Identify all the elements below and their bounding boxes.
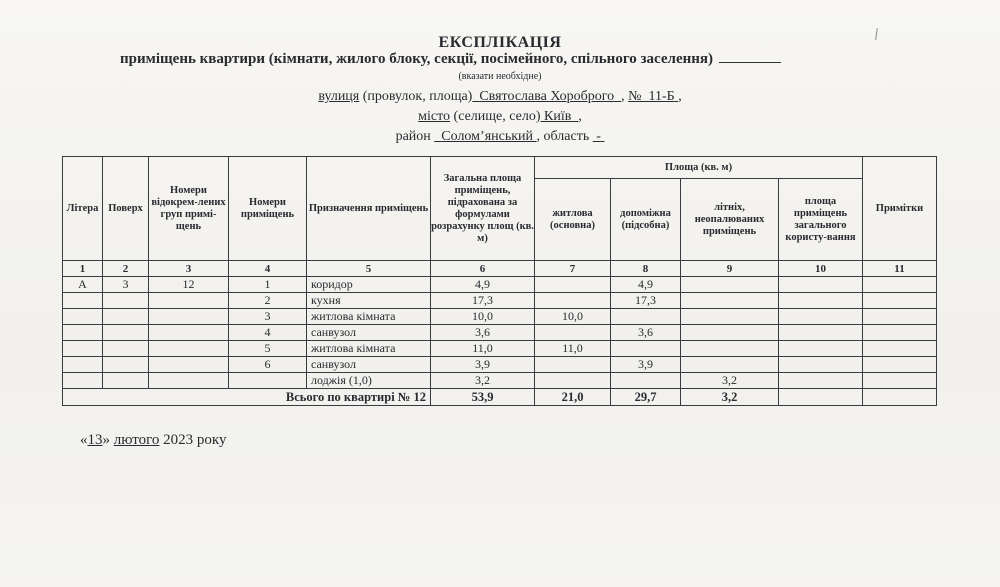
document-title: ЕКСПЛІКАЦІЯ bbox=[438, 34, 562, 51]
cell-common bbox=[779, 293, 863, 309]
cell-room: 2 bbox=[229, 293, 307, 309]
total-aux: 29,7 bbox=[611, 389, 681, 406]
cell-litera bbox=[63, 309, 103, 325]
cell-common bbox=[779, 277, 863, 293]
city-label: місто bbox=[418, 109, 451, 124]
column-number: 6 bbox=[431, 261, 535, 277]
cell-summer bbox=[681, 277, 779, 293]
header-rooms: Номери приміщень bbox=[229, 157, 307, 261]
date-year: 2023 року bbox=[159, 432, 227, 448]
cell-common bbox=[779, 357, 863, 373]
document-date bbox=[80, 432, 226, 449]
cell-floor: 3 bbox=[103, 277, 149, 293]
cell-group bbox=[149, 309, 229, 325]
cell-litera bbox=[63, 373, 103, 389]
cell-litera bbox=[63, 357, 103, 373]
cell-living bbox=[535, 293, 611, 309]
district-label: район bbox=[395, 129, 431, 144]
total-area: 53,9 bbox=[431, 389, 535, 406]
cell-floor bbox=[103, 357, 149, 373]
cell-floor bbox=[103, 341, 149, 357]
cell-total: 10,0 bbox=[431, 309, 535, 325]
table-row bbox=[63, 325, 937, 341]
cell-floor bbox=[103, 309, 149, 325]
cell-purpose: санвузол bbox=[307, 325, 431, 341]
street-note: (провулок, площа) bbox=[359, 89, 473, 104]
cell-living bbox=[535, 277, 611, 293]
table-row bbox=[63, 373, 937, 389]
cell-floor bbox=[103, 325, 149, 341]
cell-aux: 17,3 bbox=[611, 293, 681, 309]
header-auxiliary: допоміжна (підсобна) bbox=[611, 179, 681, 261]
total-living: 21,0 bbox=[535, 389, 611, 406]
column-number: 10 bbox=[779, 261, 863, 277]
cell-summer bbox=[681, 357, 779, 373]
cell-living bbox=[535, 357, 611, 373]
cell-common bbox=[779, 341, 863, 357]
cell-total: 4,9 bbox=[431, 277, 535, 293]
header-total-area: Загальна площа приміщень, підрахована за формулами розрахунку площ (кв. м) bbox=[431, 157, 535, 261]
subtitle-hint: (вказати необхідне) bbox=[458, 71, 542, 82]
column-number: 7 bbox=[535, 261, 611, 277]
cell-aux bbox=[611, 373, 681, 389]
cell-common bbox=[779, 373, 863, 389]
header-floor: Поверх bbox=[103, 157, 149, 261]
cell-summer: 3,2 bbox=[681, 373, 779, 389]
header-living: житлова (основна) bbox=[535, 179, 611, 261]
total-label: Всього по квартирі № 12 bbox=[63, 389, 431, 406]
cell-living: 11,0 bbox=[535, 341, 611, 357]
cell-summer bbox=[681, 341, 779, 357]
cell-purpose: житлова кімната bbox=[307, 309, 431, 325]
district-value: Солом’янський bbox=[441, 129, 534, 144]
table-row bbox=[63, 309, 937, 325]
number-value: 11-Б bbox=[648, 89, 675, 104]
cell-room bbox=[229, 373, 307, 389]
header-summer: літніх, неопалюваних приміщень bbox=[681, 179, 779, 261]
cell-note bbox=[863, 277, 937, 293]
table-row bbox=[63, 341, 937, 357]
cell-note bbox=[863, 309, 937, 325]
address-city-line: місто (селище, село) Київ , bbox=[418, 109, 582, 124]
cell-purpose: санвузол bbox=[307, 357, 431, 373]
total-summer: 3,2 bbox=[681, 389, 779, 406]
cell-living: 10,0 bbox=[535, 309, 611, 325]
cell-room: 6 bbox=[229, 357, 307, 373]
cell-group: 12 bbox=[149, 277, 229, 293]
region-label: область bbox=[543, 129, 590, 144]
cell-group bbox=[149, 357, 229, 373]
cell-note bbox=[863, 373, 937, 389]
column-number: 5 bbox=[307, 261, 431, 277]
cell-group bbox=[149, 293, 229, 309]
column-number: 2 bbox=[103, 261, 149, 277]
table-row bbox=[63, 293, 937, 309]
cell-group bbox=[149, 325, 229, 341]
cell-common bbox=[779, 309, 863, 325]
table-row bbox=[63, 357, 937, 373]
cell-group bbox=[149, 373, 229, 389]
column-number: 9 bbox=[681, 261, 779, 277]
cell-room: 4 bbox=[229, 325, 307, 341]
street-value: Святослава Хороброго bbox=[479, 89, 615, 104]
cell-total: 3,2 bbox=[431, 373, 535, 389]
header-purpose: Призначення приміщень bbox=[307, 157, 431, 261]
region-value: - bbox=[596, 129, 601, 144]
cell-note bbox=[863, 293, 937, 309]
document-subtitle bbox=[120, 51, 781, 68]
subtitle-text: приміщень квартири (кімнати, жилого блоку, секції, посімейного, спільного заселення) bbox=[120, 51, 713, 67]
date-close-quote: » bbox=[102, 432, 110, 448]
cell-litera: А bbox=[63, 277, 103, 293]
cell-note bbox=[863, 325, 937, 341]
cell-room: 3 bbox=[229, 309, 307, 325]
total-note bbox=[863, 389, 937, 406]
column-number: 4 bbox=[229, 261, 307, 277]
cell-room: 1 bbox=[229, 277, 307, 293]
street-label: вулиця bbox=[318, 89, 360, 104]
cell-aux: 3,6 bbox=[611, 325, 681, 341]
cell-summer bbox=[681, 325, 779, 341]
explication-table bbox=[62, 156, 937, 406]
table-row bbox=[63, 277, 937, 293]
cell-room: 5 bbox=[229, 341, 307, 357]
cell-total: 11,0 bbox=[431, 341, 535, 357]
header-groups: Номери відокрем-лених груп примі-щень bbox=[149, 157, 229, 261]
cell-litera bbox=[63, 325, 103, 341]
cell-note bbox=[863, 341, 937, 357]
cell-aux: 4,9 bbox=[611, 277, 681, 293]
cell-living bbox=[535, 325, 611, 341]
cell-total: 3,9 bbox=[431, 357, 535, 373]
cell-living bbox=[535, 373, 611, 389]
cell-floor bbox=[103, 293, 149, 309]
address-street-line: вулиця (провулок, площа) Святослава Хороброго , № 11-Б , bbox=[318, 89, 682, 104]
cell-note bbox=[863, 357, 937, 373]
column-number: 11 bbox=[863, 261, 937, 277]
column-number: 8 bbox=[611, 261, 681, 277]
cell-purpose: житлова кімната bbox=[307, 341, 431, 357]
header-common: площа приміщень загального користу-вання bbox=[779, 179, 863, 261]
column-number: 3 bbox=[149, 261, 229, 277]
city-note: (селище, село) bbox=[450, 109, 541, 124]
cell-purpose: коридор bbox=[307, 277, 431, 293]
cell-aux bbox=[611, 341, 681, 357]
header-area-group: Площа (кв. м) bbox=[535, 157, 863, 179]
total-common bbox=[779, 389, 863, 406]
table-body bbox=[63, 277, 937, 389]
cell-litera bbox=[63, 293, 103, 309]
total-row bbox=[63, 389, 937, 406]
cell-total: 3,6 bbox=[431, 325, 535, 341]
cell-aux: 3,9 bbox=[611, 357, 681, 373]
date-open-quote: « bbox=[80, 432, 88, 448]
header-notes: Примітки bbox=[863, 157, 937, 261]
header-litera: Літера bbox=[63, 157, 103, 261]
cell-group bbox=[149, 341, 229, 357]
cell-aux bbox=[611, 309, 681, 325]
cell-total: 17,3 bbox=[431, 293, 535, 309]
cell-summer bbox=[681, 293, 779, 309]
date-month: лютого bbox=[113, 432, 160, 448]
column-number-row bbox=[63, 261, 937, 277]
cell-common bbox=[779, 325, 863, 341]
number-label: № bbox=[628, 89, 642, 104]
cell-litera bbox=[63, 341, 103, 357]
cell-floor bbox=[103, 373, 149, 389]
city-value: Київ bbox=[544, 109, 572, 124]
subtitle-blank-line bbox=[719, 62, 781, 63]
address-district-line: район Солом’янський , область - bbox=[0, 129, 1000, 145]
date-day: 13 bbox=[87, 432, 103, 448]
cell-purpose: лоджія (1,0) bbox=[307, 373, 431, 389]
cell-purpose: кухня bbox=[307, 293, 431, 309]
cell-summer bbox=[681, 309, 779, 325]
column-number: 1 bbox=[63, 261, 103, 277]
